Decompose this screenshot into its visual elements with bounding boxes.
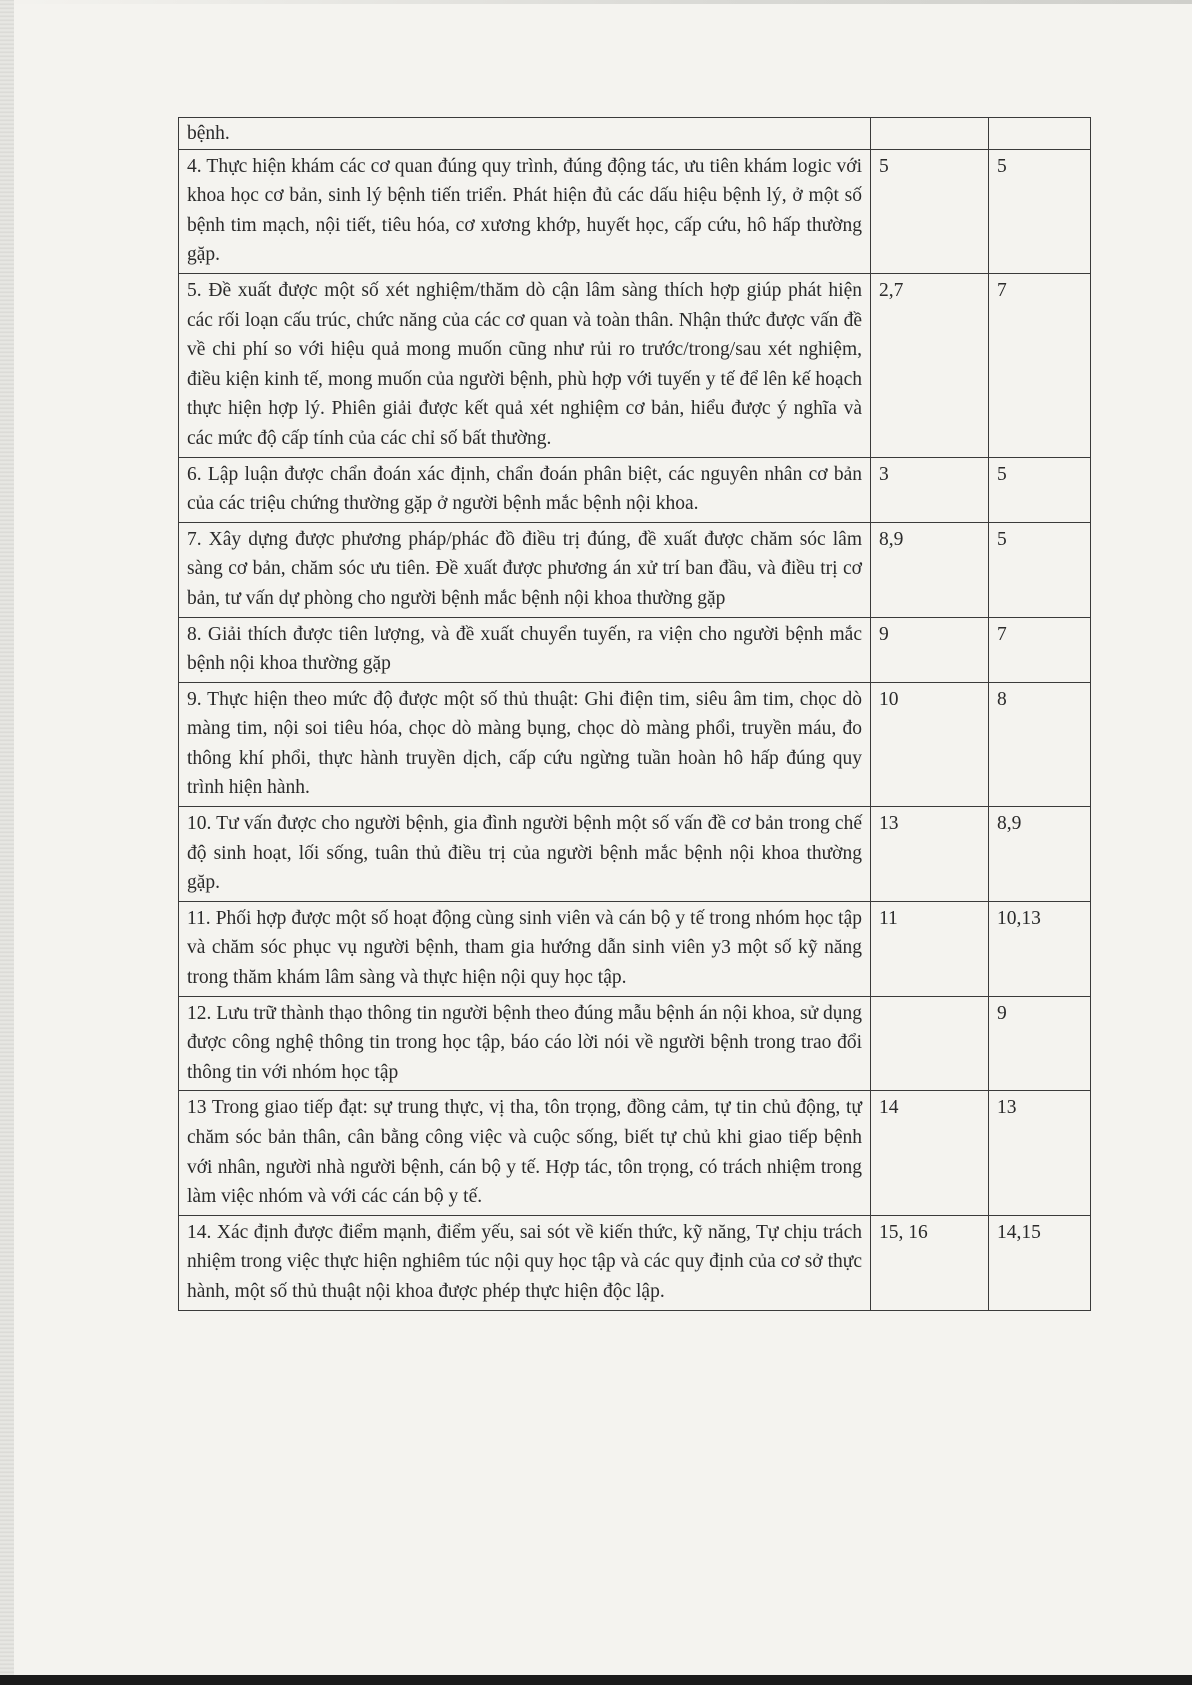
outcome-text: 8. Giải thích được tiên lượng, và đề xuất chuyển tuyến, ra viện cho người bệnh mắc bệnh nội khoa thường gặp [179,617,871,682]
scan-edge-top [0,0,1192,4]
outcome-ref-b: 14,15 [989,1215,1091,1310]
outcome-ref-a: 8,9 [871,522,989,617]
table-row [179,682,1091,806]
outcome-ref-b: 5 [989,149,1091,273]
outcome-ref-a: 13 [871,807,989,902]
outcome-ref-b: 5 [989,522,1091,617]
table-row [179,901,1091,996]
outcome-ref-a: 5 [871,149,989,273]
outcome-ref-a [871,996,989,1091]
outcome-ref-a: 14 [871,1091,989,1215]
outcome-ref-a: 2,7 [871,273,989,457]
table-row [179,1215,1091,1310]
outcome-ref-a: 3 [871,457,989,522]
outcome-ref-b: 7 [989,273,1091,457]
table-row [179,522,1091,617]
table-row [179,996,1091,1091]
document-page [178,117,1090,1311]
table-row [179,457,1091,522]
scan-edge-left [0,0,14,1685]
scan-edge-bottom [0,1675,1192,1685]
outcome-ref-a: 9 [871,617,989,682]
table-row [179,1091,1091,1215]
outcome-ref-b [989,118,1091,150]
outcome-ref-b: 5 [989,457,1091,522]
outcome-text: 6. Lập luận được chẩn đoán xác định, chẩn đoán phân biệt, các nguyên nhân cơ bản của các triệu chứng thường gặp ở người bệnh mắc bệnh nội khoa. [179,457,871,522]
outcome-ref-b: 8,9 [989,807,1091,902]
outcome-ref-b: 10,13 [989,901,1091,996]
outcome-ref-a: 10 [871,682,989,806]
outcome-text: 7. Xây dựng được phương pháp/phác đồ điều trị đúng, đề xuất được chăm sóc lâm sàng cơ bản, chăm sóc ưu tiên. Đề xuất được phương án xử trí ban đầu, và điều trị cơ bản, tư vấn dự phòng cho người bệnh mắc bệnh nội khoa thường gặp [179,522,871,617]
table-row [179,273,1091,457]
outcome-text: 9. Thực hiện theo mức độ được một số thủ thuật: Ghi điện tim, siêu âm tim, chọc dò màng tim, nội soi tiêu hóa, chọc dò màng bụng, chọc dò màng phổi, truyền máu, đo thông khí phổi, thực hành truyền dịch, cấp cứu ngừng tuần hoàn hô hấp đúng quy trình hiện hành. [179,682,871,806]
outcome-ref-b: 13 [989,1091,1091,1215]
outcome-ref-a: 11 [871,901,989,996]
outcome-ref-b: 7 [989,617,1091,682]
table-row [179,118,1091,150]
outcome-text: 12. Lưu trữ thành thạo thông tin người bệnh theo đúng mẫu bệnh án nội khoa, sử dụng được công nghệ thông tin trong học tập, báo cáo lời nói về người bệnh trong trao đổi thông tin với nhóm học tập [179,996,871,1091]
outcome-text: 14. Xác định được điểm mạnh, điểm yếu, sai sót về kiến thức, kỹ năng, Tự chịu trách nhiệm trong việc thực hiện nghiêm túc nội quy học tập và các quy định của cơ sở thực hành, một số thủ thuật nội khoa được phép thực hiện độc lập. [179,1215,871,1310]
table-row [179,807,1091,902]
table-row [179,149,1091,273]
outcome-text: 11. Phối hợp được một số hoạt động cùng sinh viên và cán bộ y tế trong nhóm học tập và chăm sóc phục vụ người bệnh, tham gia hướng dẫn sinh viên y3 một số kỹ năng trong thăm khám lâm sàng và thực hiện nội quy học tập. [179,901,871,996]
outcome-ref-a: 15, 16 [871,1215,989,1310]
outcome-ref-b: 9 [989,996,1091,1091]
outcome-text: 5. Đề xuất được một số xét nghiệm/thăm dò cận lâm sàng thích hợp giúp phát hiện các rối loạn cấu trúc, chức năng của các cơ quan và toàn thân. Nhận thức được vấn đề về chi phí so với hiệu quả mong muốn cũng như rủi ro trước/trong/sau xét nghiệm, điều kiện kinh tế, mong muốn của người bệnh, phù hợp với tuyến y tế để lên kế hoạch thực hiện hợp lý. Phiên giải được kết quả xét nghiệm cơ bản, hiểu được ý nghĩa và các mức độ cấp tính của các chỉ số bất thường. [179,273,871,457]
learning-outcomes-table [178,117,1091,1311]
outcome-text: 10. Tư vấn được cho người bệnh, gia đình người bệnh một số vấn đề cơ bản trong chế độ sinh hoạt, lối sống, tuân thủ điều trị của người bệnh mắc bệnh nội khoa thường gặp. [179,807,871,902]
outcome-text: 13 Trong giao tiếp đạt: sự trung thực, vị tha, tôn trọng, đồng cảm, tự tin chủ động, tự chăm sóc bản thân, cân bằng công việc và cuộc sống, biết tự chủ khi giao tiếp bệnh với nhân, người nhà người bệnh, cán bộ y tế. Hợp tác, tôn trọng, có trách nhiệm trong làm việc nhóm và với các cán bộ y tế. [179,1091,871,1215]
outcome-text: 4. Thực hiện khám các cơ quan đúng quy trình, đúng động tác, ưu tiên khám logic với khoa học cơ bản, sinh lý bệnh tiến triển. Phát hiện đủ các dấu hiệu bệnh lý, ở một số bệnh tim mạch, nội tiết, tiêu hóa, cơ xương khớp, huyết học, cấp cứu, hô hấp thường gặp. [179,149,871,273]
outcome-ref-b: 8 [989,682,1091,806]
outcome-text: bệnh. [179,118,871,150]
outcome-ref-a [871,118,989,150]
table-row [179,617,1091,682]
